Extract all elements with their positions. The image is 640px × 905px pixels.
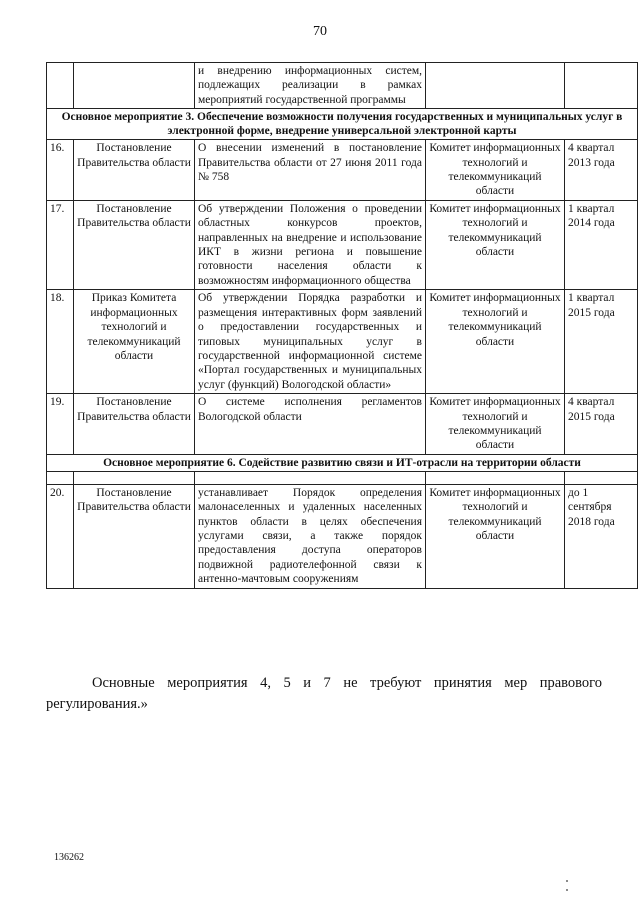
cell-number <box>47 63 74 109</box>
section-heading-6: Основное мероприятие 6. Содействие развитию связи и ИТ-отрасли на территории области <box>47 454 638 471</box>
cell-deadline: 4 квартал 2013 года <box>565 140 638 201</box>
cell-empty <box>565 471 638 484</box>
table-body-section-3 <box>47 140 638 455</box>
scan-speck <box>566 880 568 882</box>
table-row <box>47 394 638 455</box>
table-row <box>47 484 638 588</box>
cell-number: 18. <box>47 290 74 394</box>
cell-deadline: 1 квартал 2015 года <box>565 290 638 394</box>
cell-number: 17. <box>47 200 74 289</box>
cell-number: 19. <box>47 394 74 455</box>
section-header-row <box>47 109 638 140</box>
cell-executor: Комитет информационных технологий и телекоммуникаций области <box>426 290 565 394</box>
cell-act-title: устанавливает Порядок определения малонаселенных и удаленных населенных пунктов области в целях обеспечения услугами связи, а также порядок предоставления доступа операторов подвижной радиотелефонной связи к антенно-мачтовым сооружениям <box>195 484 426 588</box>
closing-paragraph: Основные мероприятия 4, 5 и 7 не требуют принятия мер правового регулирования.» <box>46 675 602 712</box>
cell-act-title: О внесении изменений в постановление Правительства области от 27 июня 2011 года № 758 <box>195 140 426 201</box>
cell-deadline <box>565 63 638 109</box>
cell-number: 20. <box>47 484 74 588</box>
cell-number: 16. <box>47 140 74 201</box>
cell-act-title: и внедрению информационных систем, подлежащих реализации в рамках мероприятий государственной программы <box>195 63 426 109</box>
table-row-continuation <box>47 63 638 109</box>
cell-executor: Комитет информационных технологий и телекоммуникаций области <box>426 200 565 289</box>
cell-act-type: Постановление Правительства области <box>74 394 195 455</box>
cell-empty <box>74 471 195 484</box>
section-heading-3: Основное мероприятие 3. Обеспечение возможности получения государственных и муниципальных услуг в электронной форме, внедрение универсальной электронной карты <box>47 109 638 140</box>
cell-deadline: до 1 сентября 2018 года <box>565 484 638 588</box>
page-number: 70 <box>313 24 327 39</box>
table-row <box>47 140 638 201</box>
cell-act-type: Постановление Правительства области <box>74 484 195 588</box>
cell-act-type: Приказ Комитета информационных технологий и телекоммуникаций области <box>74 290 195 394</box>
cell-executor <box>426 63 565 109</box>
cell-act-type: Постановление Правительства области <box>74 140 195 201</box>
table-spacer-row <box>47 471 638 484</box>
cell-act-title: О системе исполнения регламентов Вологодской области <box>195 394 426 455</box>
cell-executor: Комитет информационных технологий и телекоммуникаций области <box>426 484 565 588</box>
section-header-row <box>47 454 638 471</box>
cell-empty <box>426 471 565 484</box>
cell-deadline: 4 квартал 2015 года <box>565 394 638 455</box>
cell-executor: Комитет информационных технологий и телекоммуникаций области <box>426 394 565 455</box>
cell-deadline: 1 квартал 2014 года <box>565 200 638 289</box>
cell-empty <box>195 471 426 484</box>
table-row <box>47 200 638 289</box>
cell-act-type: Постановление Правительства области <box>74 200 195 289</box>
cell-executor: Комитет информационных технологий и телекоммуникаций области <box>426 140 565 201</box>
cell-act-type <box>74 63 195 109</box>
cell-empty <box>47 471 74 484</box>
cell-act-title: Об утверждении Положения о проведении областных конкурсов проектов, направленных на внедрение и использование ИКТ в жизни региона и повышение готовности населения области к возможностям информационного общества <box>195 200 426 289</box>
scan-speck <box>566 889 568 891</box>
regulation-table <box>46 62 638 589</box>
document-code: 136262 <box>54 852 84 863</box>
cell-act-title: Об утверждении Порядка разработки и размещения интерактивных форм заявлений о предоставлении государственных и типовых муниципальных услуг в государственной информационной системе «Портал государственных и муниципальных услуг (функций) Вологодской области» <box>195 290 426 394</box>
table-body-section-6 <box>47 484 638 588</box>
table-row <box>47 290 638 394</box>
